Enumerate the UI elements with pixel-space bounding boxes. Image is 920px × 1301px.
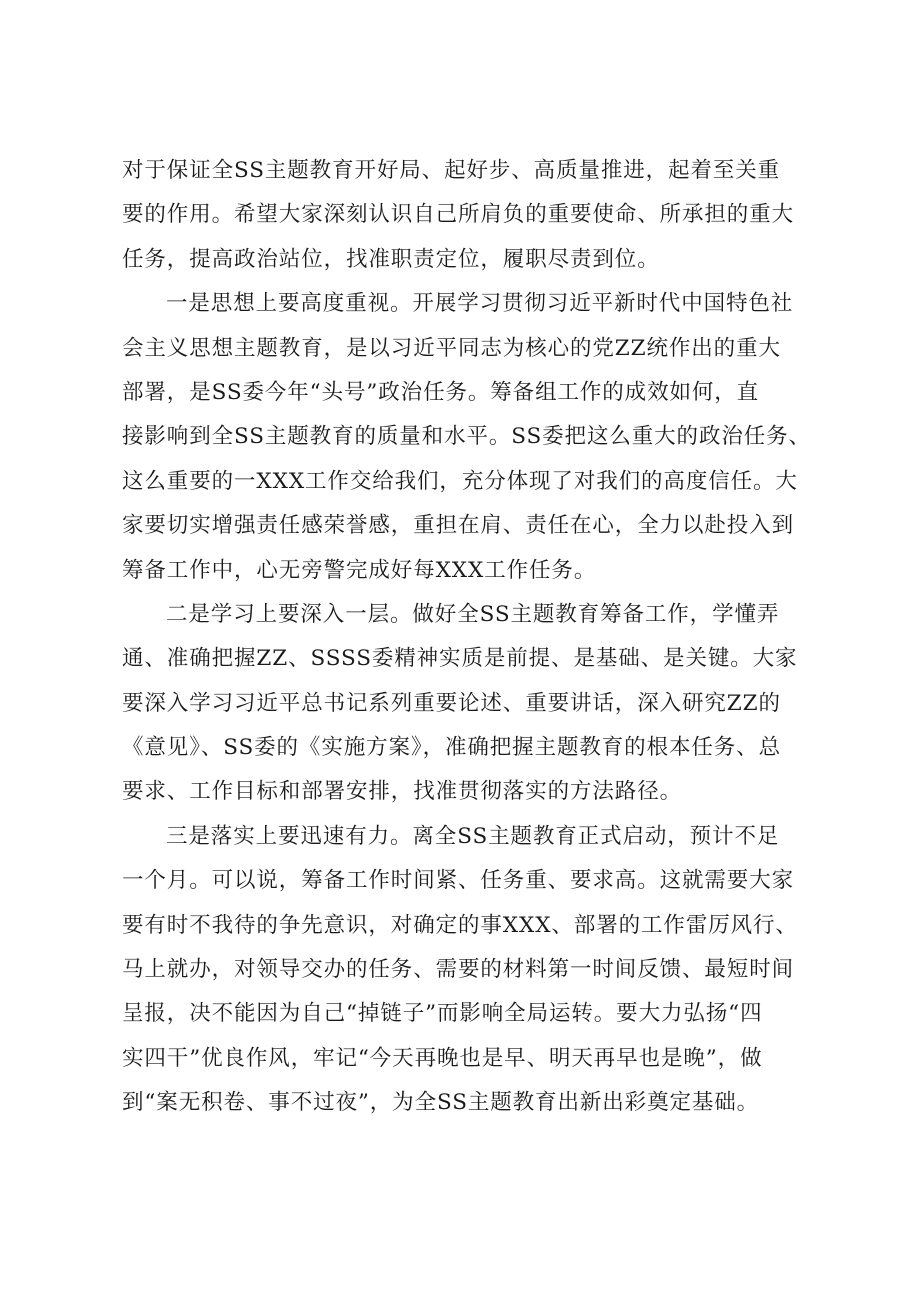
text-line: 一个月。可以说，筹备工作时间紧、任务重、要求高。这就需要大家 bbox=[122, 868, 795, 894]
paragraph-3 bbox=[122, 593, 822, 815]
text-line: 筹备工作中，心无旁警完成好每XXX工作任务。 bbox=[122, 557, 597, 583]
text-line: 实四干”优良作风，牢记“今天再晚也是早、明天再早也是晚”，做 bbox=[122, 1045, 763, 1071]
text-line: 要深入学习习近平总书记系列重要论述、重要讲话，深入研究ZZ的 bbox=[122, 690, 781, 716]
text-line: 这么重要的一XXX工作交给我们，充分体现了对我们的高度信任。大 bbox=[122, 468, 798, 494]
text-line: 要的作用。希望大家深刻认识自己所肩负的重要使命、所承担的重大 bbox=[122, 202, 795, 228]
text-line: 通、准确把握ZZ、SSSS委精神实质是前提、是基础、是关键。大家 bbox=[122, 646, 798, 672]
text-line: 部署，是SS委今年“头号”政治任务。筹备组工作的成效如何，直 bbox=[122, 379, 760, 405]
text-line: 接影响到全SS主题教育的质量和水平。SS委把这么重大的政治任务、 bbox=[122, 424, 811, 450]
text-line: 呈报，决不能因为自己“掉链子”而影响全局运转。要大力弘扬“四 bbox=[122, 1001, 763, 1027]
text-line: 一是思想上要高度重视。开展学习贯彻习近平新时代中国特色社 bbox=[166, 291, 794, 317]
text-line: 三是落实上要迅速有力。离全SS主题教育正式启动，预计不足 bbox=[166, 823, 780, 849]
paragraph-4 bbox=[122, 815, 822, 1126]
text-line: 对于保证全SS主题教育开好局、起好步、高质量推进，起着至关重 bbox=[122, 158, 781, 183]
paragraph-2 bbox=[122, 282, 822, 593]
text-line: 到“案无积卷、事不过夜”，为全SS主题教育出新出彩奠定基础。 bbox=[122, 1090, 760, 1116]
paragraph-1 bbox=[122, 149, 822, 282]
text-line: 《意见》、SS委的《实施方案》，准确把握主题教育的根本任务、总 bbox=[122, 735, 781, 761]
text-line: 要有时不我待的争先意识，对确定的事XXX、部署的工作雷厉风行、 bbox=[122, 912, 798, 938]
text-line: 家要切实增强责任感荣誉感，重担在肩、责任在心，全力以赴投入到 bbox=[122, 513, 795, 539]
document-body bbox=[122, 149, 822, 1126]
text-line: 马上就办，对领导交办的任务、需要的材料第一时间反馈、最短时间 bbox=[122, 957, 795, 983]
text-line: 会主义思想主题教育，是以习近平同志为核心的党ZZ统作出的重大 bbox=[122, 335, 781, 361]
text-line: 二是学习上要深入一层。做好全SS主题教育筹备工作，学懂弄 bbox=[166, 601, 780, 627]
text-line: 要求、工作目标和部署安排，找准贯彻落实的方法路径。 bbox=[122, 779, 683, 805]
text-line: 任务，提高政治站位，找准职责定位，履职尽责到位。 bbox=[122, 246, 660, 272]
